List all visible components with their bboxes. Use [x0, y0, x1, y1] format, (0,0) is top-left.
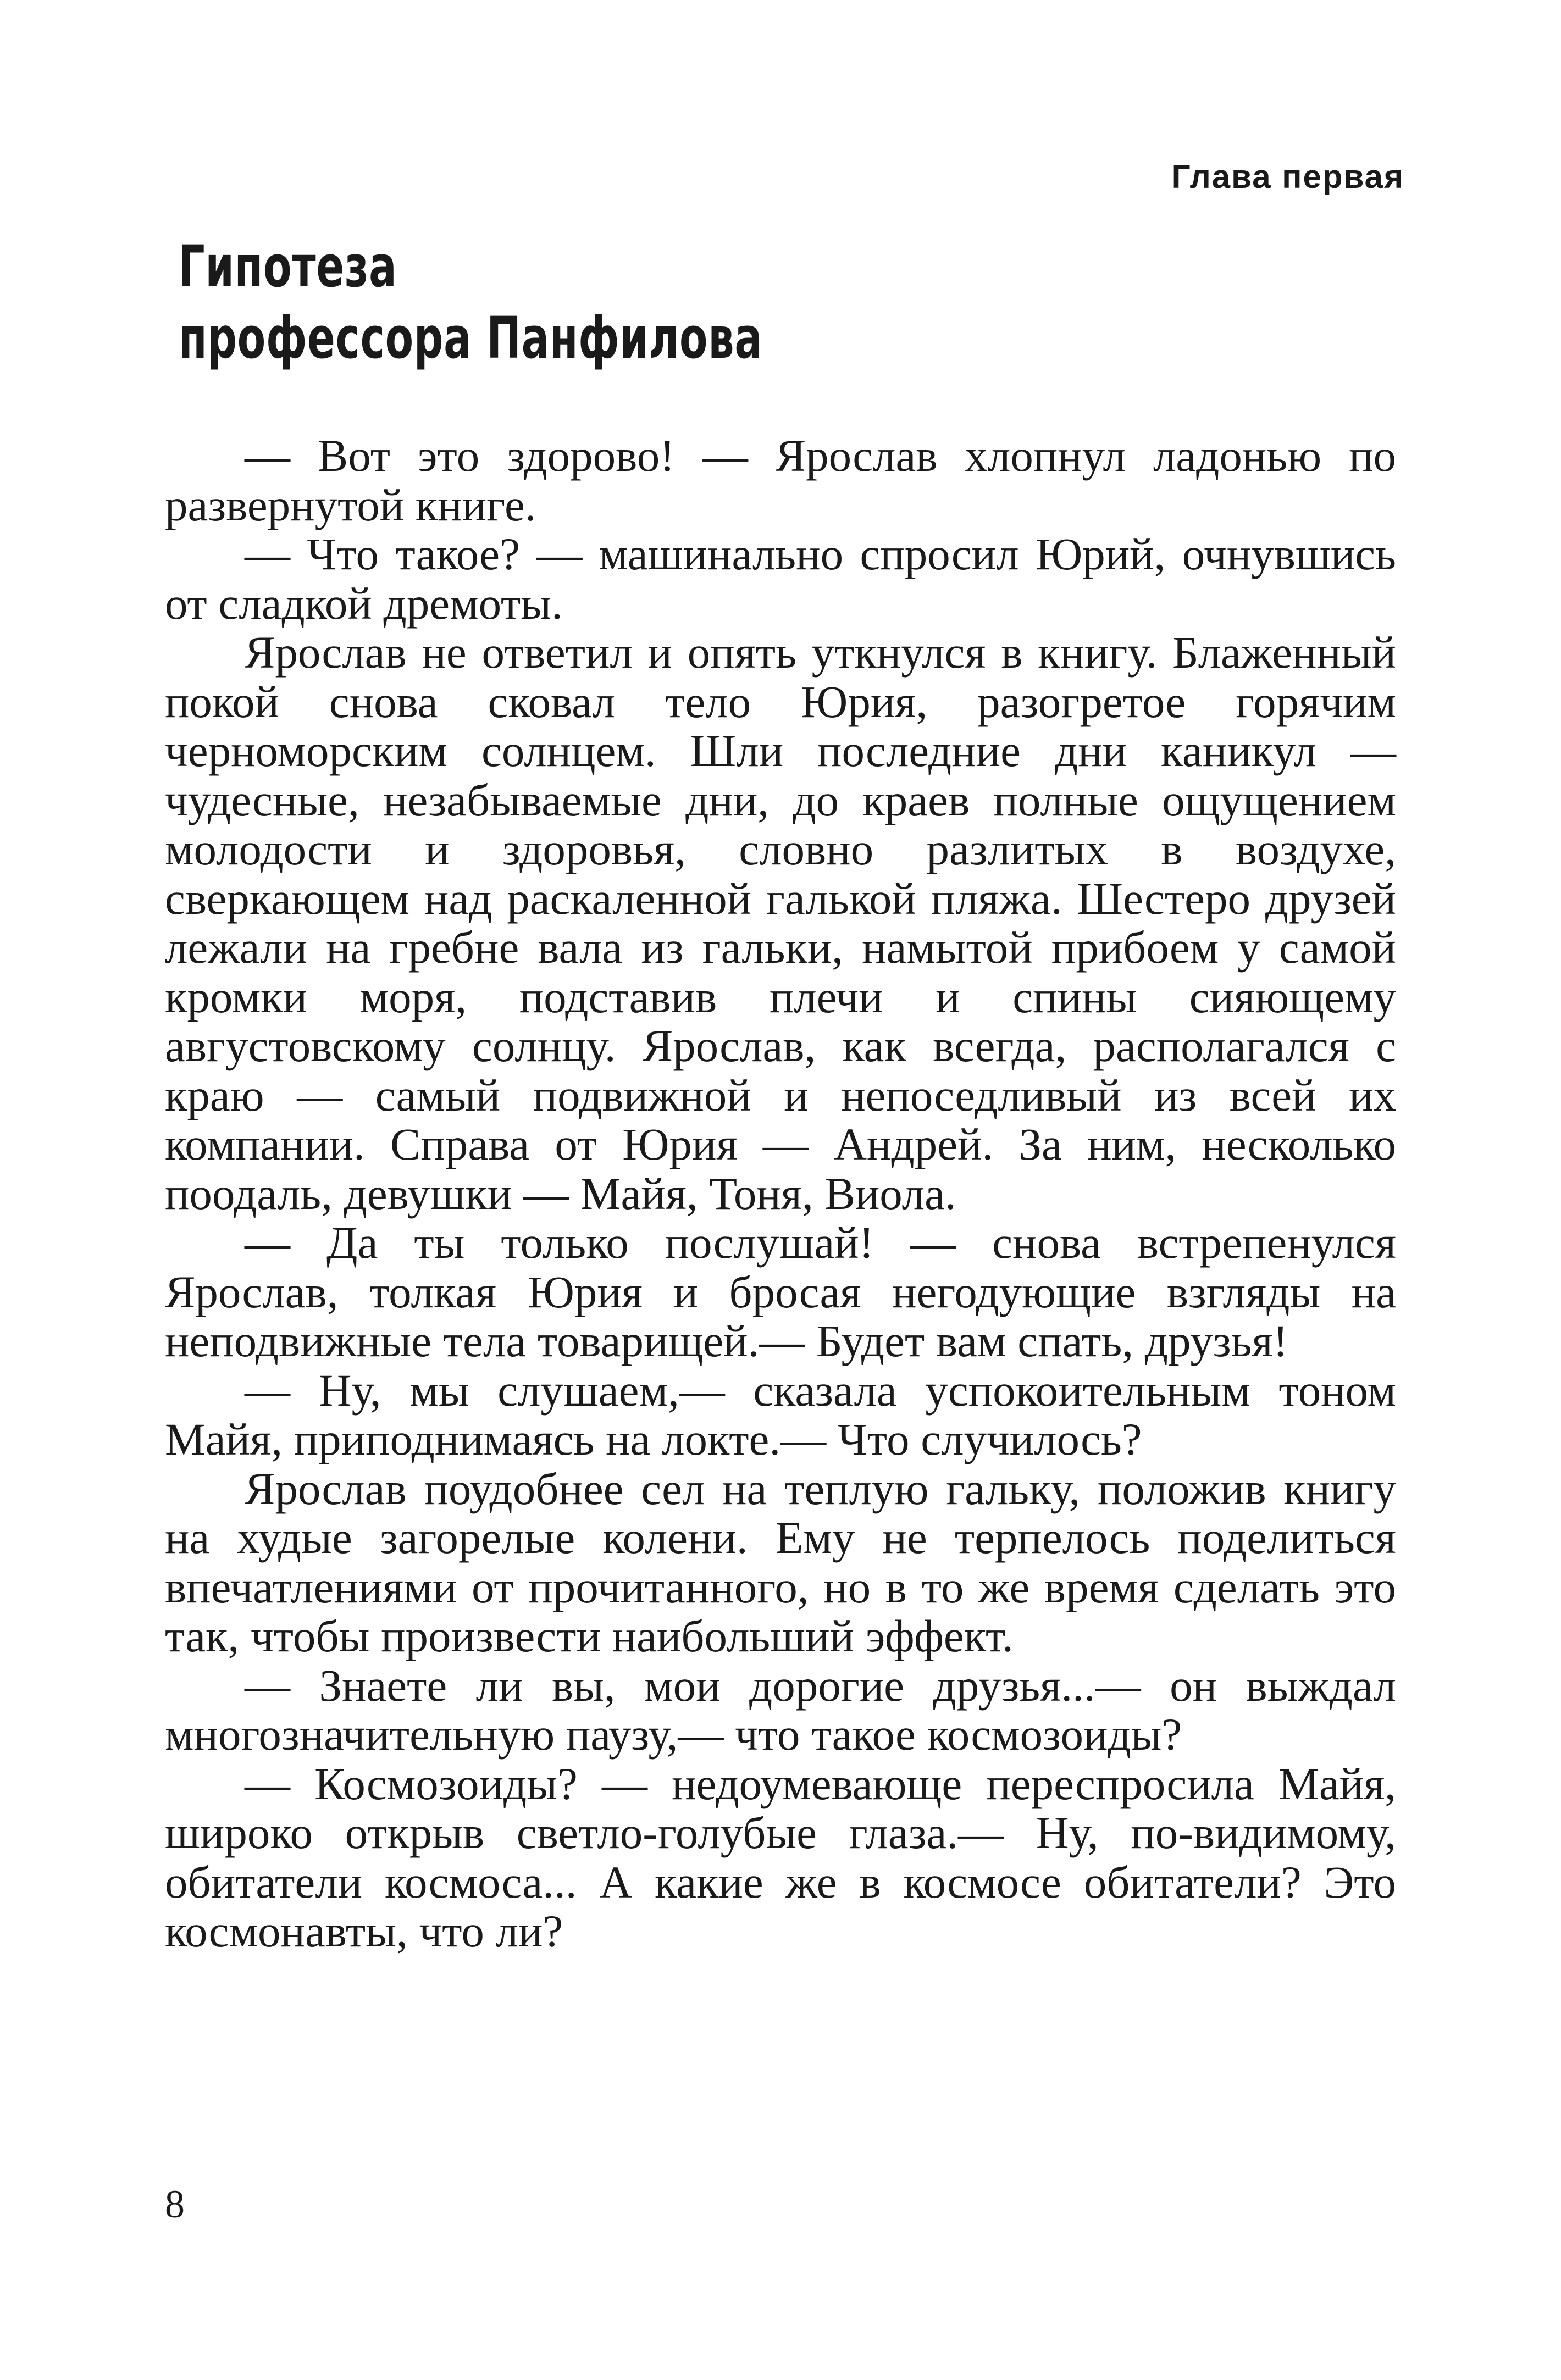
paragraph: Ярослав поудобнее сел на теплую гальку, положив книгу на худые загорелые колени. Ему не терпелось поделиться впечатлениями от прочитанного, но в то же время сделать это так, чтобы произвести наибольший эффект.: [165, 1463, 1396, 1661]
page-number: 8: [165, 2182, 185, 2226]
body-text: [165, 431, 1396, 1956]
chapter-title: [179, 231, 763, 374]
paragraph: Ярослав не ответил и опять уткнулся в книгу. Блаженный покой снова сковал тело Юрия, разогретое горячим черноморским солнцем. Шли последние дни каникул — чудесные, незабываемые дни, до краев полные ощущением молодости и здоровья, словно разлитых в воздухе, сверкающем над раскаленной галькой пляжа. Шестеро друзей лежали на гребне вала из гальки, намытой прибоем у самой кромки моря, подставив плечи и спины сияющему августовскому солнцу. Ярослав, как всегда, располагался с краю — самый подвижной и непоседливый из всей их компании. Справа от Юрия — Андрей. За ним, несколько поодаль, девушки — Майя, Тоня, Виола.: [165, 627, 1396, 1219]
chapter-label: Глава первая: [1171, 158, 1404, 195]
chapter-title-line-1: Гипотеза: [179, 233, 397, 300]
paragraph: — Ну, мы слушаем,— сказала успокоительным тоном Майя, приподнимаясь на локте.— Что случилось?: [165, 1364, 1396, 1464]
chapter-title-line-2: профессора Панфилова: [179, 304, 763, 371]
paragraph: — Вот это здорово! — Ярослав хлопнул ладонью по развернутой книге.: [165, 430, 1396, 530]
paragraph: — Космозоиды? — недоумевающе переспросила Майя, широко открыв светло-голубые глаза.— Ну, по-видимому, обитатели космоса... А какие же в космосе обитатели? Это космонавты, что ли?: [165, 1758, 1396, 1956]
paragraph: — Что такое? — машинально спросил Юрий, очнувшись от сладкой дремоты.: [165, 529, 1396, 629]
paragraph: — Да ты только послушай! — снова встрепенулся Ярослав, толкая Юрия и бросая негодующие взгляды на неподвижные тела товарищей.— Будет вам спать, друзья!: [165, 1217, 1396, 1366]
paragraph: — Знаете ли вы, мои дорогие друзья...— он выждал многозначительную паузу,— что такое космозоиды?: [165, 1660, 1396, 1760]
